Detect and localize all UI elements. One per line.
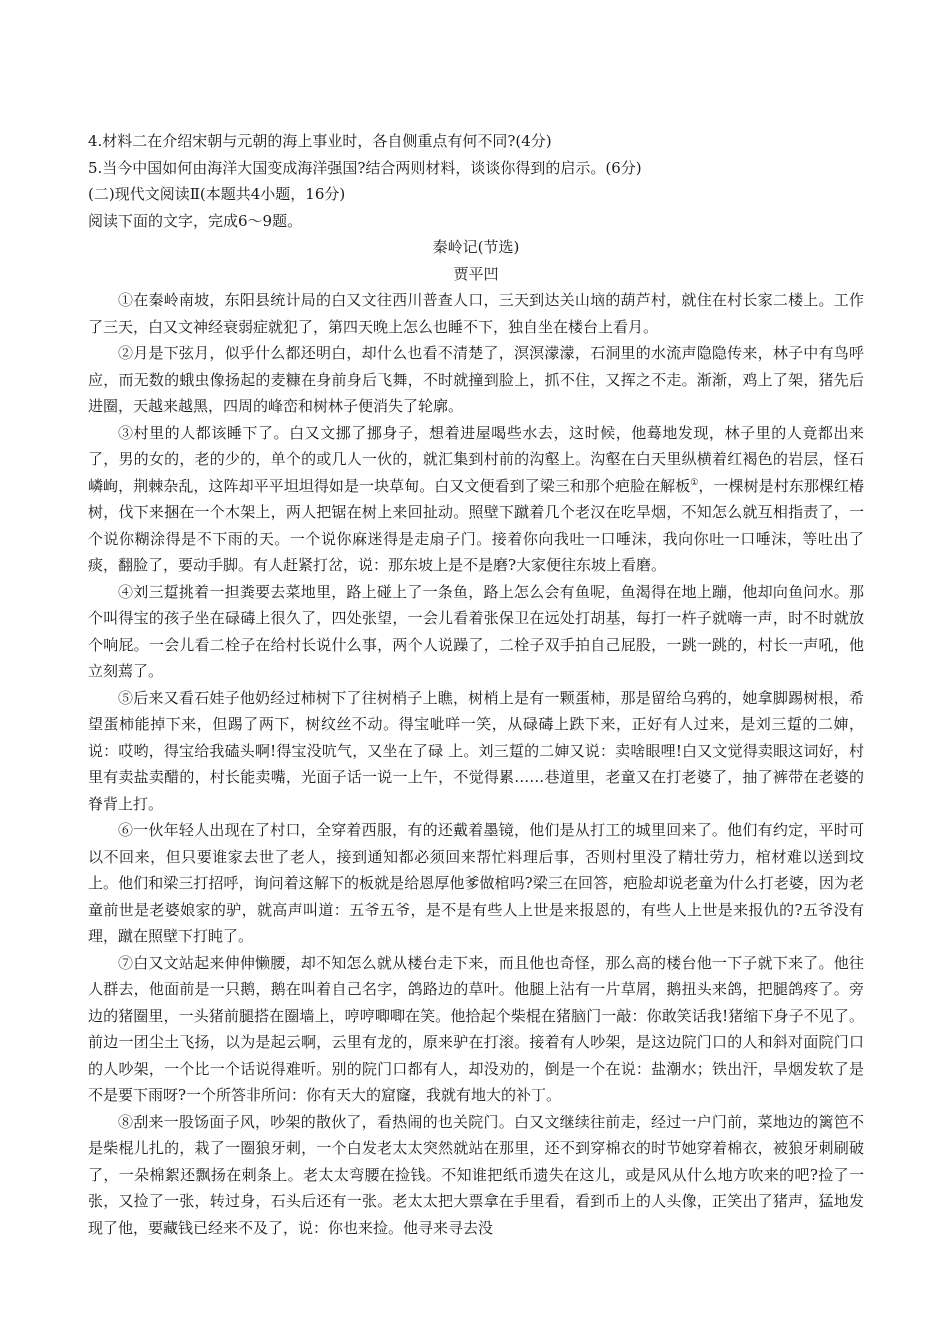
section-instruction: 阅读下面的文字，完成6～9题。: [88, 211, 303, 230]
paragraph-1: ①在秦岭南坡，东阳县统计局的白又文往西川普查人口，三天到达关山垴的葫芦村，就住在村长家二楼上。工作了三天，白又文神经衰弱症就犯了，第四天晚上怎么也睡不下，独自坐在楼台上看月。: [88, 291, 864, 336]
paragraph-3-part-b: ，一棵树是村东那棵红椿树，伐下来捆在一个木架上，两人把锯在树上来回扯动。照壁下蹴着几个老汉在吃旱烟，不知怎么就互相指责了，一个说你糊涂得是不下雨的天。一个说你麻迷得是走扇子门。接着你向我吐一口唾沫，我向你吐一口唾沫，等吐出了痰，翻脸了，要动手脚。有人赶紧打岔，说：那东坡上是不是磨?大家便往东坡上看磨。: [88, 476, 864, 574]
paragraph-8: ⑧刮来一股饧面子风，吵架的散伙了，看热闹的也关院门。白又文继续往前走，经过一户门前，菜地边的篱笆不是柴棍儿扎的，栽了一圈狼牙刺，一个白发老太太突然就站在那里，还不到穿棉衣的时节她穿着棉衣，被狼牙刺刷破了，一朵棉絮还飘扬在刺条上。老太太弯腰在捡钱。不知谁把纸币遗失在这儿，或是风从什么地方吹来的吧?捡了一张，又捡了一张，转过身，石头后还有一张。老太太把大票拿在手里看，看到币上的人头像，正笑出了猪声，猛地发现了他，要藏钱已经来不及了，说：你也来捡。他寻来寻去没: [88, 1112, 864, 1237]
paragraph-3-part-a: ③村里的人都该睡下了。白又文挪了挪身子，想着进屋喝些水去，这时候，他蓦地发现，林子里的人竟都出来了，男的女的，老的少的，单个的或几人一伙的，就汇集到村前的沟壑上。沟壑在白天里纵横着红褐色的岩层，怪石嶙峋，荆棘杂乱，这阵却平平坦坦得如是一块草甸。白又文便看到了梁三和那个疤脸在解板: [88, 423, 864, 495]
paragraph-2: ②月是下弦月，似乎什么都还明白，却什么也看不清楚了，溟溟濛濛，石洞里的水流声隐隐传来，林子中有鸟呼应，而无数的蛾虫像扬起的麦糠在身前身后飞舞，不时就撞到脸上，抓不住，又挥之不走。渐渐，鸡上了架，猪先后进圈，天越来越黑，四周的峰峦和树林子便消失了轮廓。: [88, 344, 864, 415]
article-author: 贾平凹: [453, 264, 499, 283]
paragraph-6: ⑥一伙年轻人出现在了村口，全穿着西服，有的还戴着墨镜，他们是从打工的城里回来了。他们有约定，平时可以不回来，但只要谁家去世了老人，接到通知都必须回来帮忙料理后事，否则村里没了精壮劳力，棺材难以送到坟上。他们和梁三打招呼，询问着这解下的板就是给恩厚他爹做棺吗?梁三在回答，疤脸却说老童为什么打老婆，因为老童前世是老婆娘家的驴，就高声叫道：五爷五爷，是不是有些人上世是来报恩的，有些人上世是来报仇的?五爷没有理，蹴在照壁下打盹了。: [88, 821, 864, 945]
article-title: 秦岭记(节选): [432, 238, 520, 256]
footnote-marker: ①: [690, 477, 699, 488]
paragraph-4: ④刘三踅挑着一担粪要去菜地里，路上碰上了一条鱼，路上怎么会有鱼呢，鱼渴得在地上蹦，他却向鱼问水。那个叫得宝的孩子坐在碌碡上很久了，四处张望，一会儿看着张保卫在远处打胡基，每打一杵子就嗨一声，时不时就放个响屁。一会儿看二栓子在给村长说什么事，两个人说躁了，二栓子双手拍自己屁股，一跳一跳的，村长一声吼，他立刻蔫了。: [88, 582, 864, 680]
question-5: 5.当今中国如何由海洋大国变成海洋强国?结合两则材料，谈谈你得到的启示。(6分): [88, 158, 642, 177]
paragraph-3: [88, 420, 864, 579]
paragraph-5: ⑤后来又看石娃子他奶经过柿树下了往树梢子上瞧，树梢上是有一颗蛋柿，那是留给乌鸦的，她拿脚踢树根，希望蛋柿能掉下来，但踢了两下，树纹丝不动。得宝呲咩一笑，从碌碡上跌下来，正好有人过来，是刘三踅的二婶，说：哎哟，得宝给我磕头啊!得宝没吭气，又坐在了碌 上。刘三踅的二婶又说：卖啥眼哩!白又文觉得卖眼这词好，村里有卖盐卖醋的，村长能卖嘴，光面子话一说一上午，不觉得累……巷道里，老童又在打老婆了，抽了裤带在老婆的脊背上打。: [88, 688, 864, 813]
question-4: 4.材料二在介绍宋朝与元朝的海上事业时，各自侧重点有何不同?(4分): [88, 132, 552, 150]
paragraph-7: ⑦白又文站起来伸伸懒腰，却不知怎么就从楼台走下来，而且他也奇怪，那么高的楼台他一下子就下来了。他往人群去，他面前是一只鹅，鹅在叫着自己名字，鸽路边的草叶。他腿上沾有一片草屑，鹅扭头来鸽，把腿鸽疼了。旁边的猪圈里，一头猪前腿搭在圈墙上，哼哼唧唧在笑。他拾起个柴棍在猪脑门一敲：你敢笑话我!猪缩下身子不见了。前边一团尘土飞扬，以为是起云啊，云里有龙的，原来驴在打滚。接着有人吵架，是这边院门口的人和斜对面院门口的人吵架，一个比一个话说得难听。别的院门口都有人，却没劝的，倒是一个在说：盐潮水；铁出汗，旱烟发软了是不是要下雨呀?一个所答非所问：你有天大的窟窿，我就有地大的补丁。: [88, 953, 864, 1104]
section-heading: (二)现代文阅读Ⅱ(本题共4小题，16分): [88, 185, 346, 203]
